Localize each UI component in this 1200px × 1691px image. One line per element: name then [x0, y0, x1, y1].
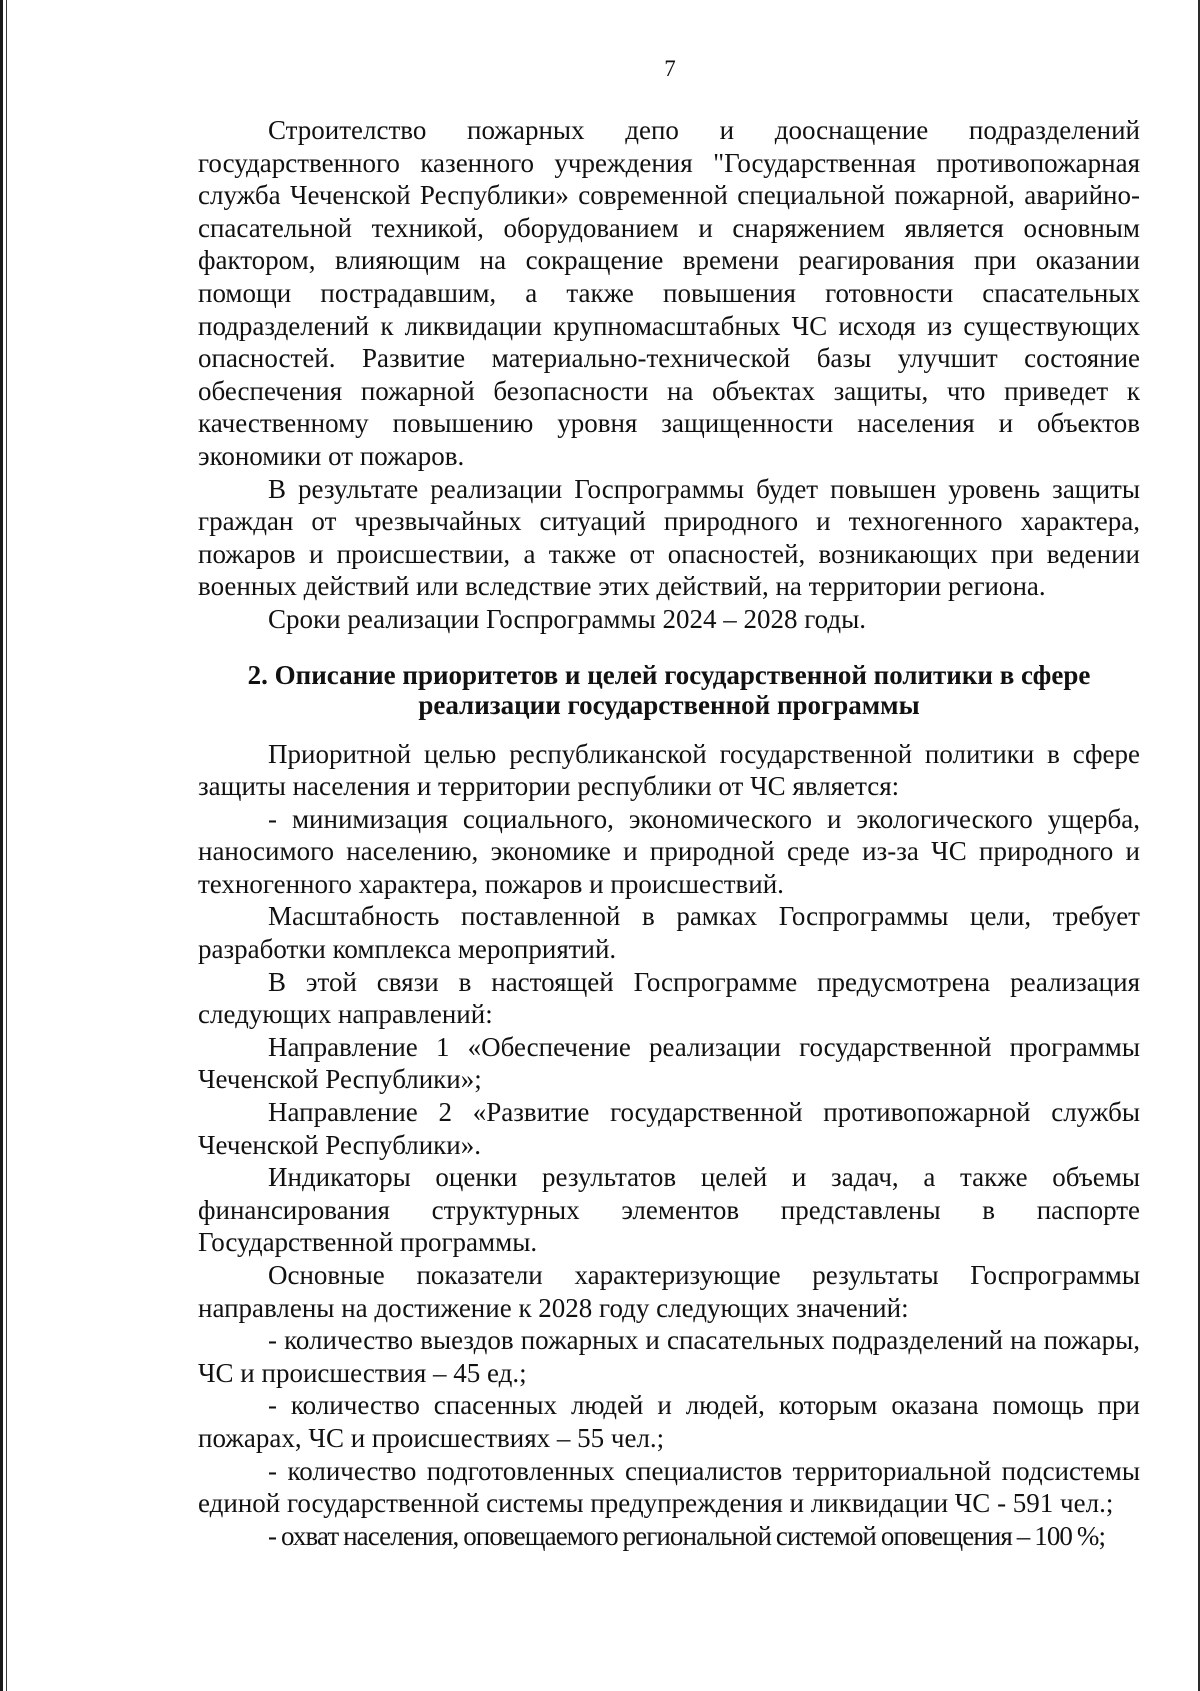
paragraph-program-timeline: Сроки реализации Госпрограммы 2024 – 2028 годы. — [268, 603, 866, 634]
section-heading-line1: 2. Описание приоритетов и целей государственной политики в сфере — [247, 659, 1091, 690]
scan-border-left-inner — [6, 0, 7, 1691]
paragraph-directions-intro: В этой связи в настоящей Госпрограмме предусмотрена реализация следующих направлений: — [198, 966, 1140, 1030]
list-item-trained-specialists: - количество подготовленных специалистов территориальной подсистемы единой государственной системы предупреждения и ликвидации ЧС - 591 чел.; — [198, 1455, 1140, 1519]
paragraph-key-indicators: Основные показатели характеризующие результаты Госпрограммы направлены на достижение к 2028 году следующих значений: — [198, 1260, 1140, 1323]
list-item-population-coverage: - охват населения, оповещаемого региональной системой оповещения – 100 %; — [268, 1520, 1106, 1551]
paragraph-scale: Масштабность поставленной в рамках Госпрограммы цели, требует разработки комплекса мероприятий. — [198, 901, 1140, 965]
document-body — [198, 114, 1140, 1552]
list-item-minimize-damage: - минимизация социального, экономического и экологического ущерба, наносимого населению, экономике и природной среде из-за ЧС природного и техногенного характера, пожаров и происшествий. — [198, 803, 1140, 899]
paragraph-direction-2: Направление 2 «Развитие государственной противопожарной службы Чеченской Республики». — [198, 1097, 1140, 1160]
section-heading — [198, 660, 1140, 720]
list-item-departures: - количество выездов пожарных и спасательных подразделений на пожары, ЧС и происшествия – 45 ед.; — [198, 1325, 1140, 1388]
paragraph-direction-1: Направление 1 «Обеспечение реализации государственной программы Чеченской Республики»; — [198, 1031, 1140, 1095]
paragraph-fire-depots: Строителство пожарных депо и дооснащение подразделений государственного казенного учреждения "Государственная противопожарная служба Чеченской Республики» современной специальной пожарной, аварийно-спасательной техникой, оборудованием и снаряжением является основным фактором, влияющим на сокращение времени реагирования при оказании помощи пострадавшим, а также повышения готовности спасательных подразделений к ликвидации крупномасштабных ЧС исходя из существующих опасностей. Развитие материально-технической базы улучшит состояние обеспечения пожарной безопасности на объектах защиты, что приведет к качественному повышению уровня защищенности населения и объектов экономики от пожаров. — [198, 115, 1140, 471]
paragraph-priority-goal: Приоритной целью республиканской государственной политики в сфере защиты населения и территории республики от ЧС является: — [198, 738, 1140, 802]
scan-border-left — [0, 0, 3, 1691]
page-number: 7 — [664, 56, 676, 81]
section-heading-line2: реализации государственной программы — [418, 689, 920, 720]
list-item-rescued: - количество спасенных людей и людей, которым оказана помощь при пожарах, ЧС и происшествиях – 55 чел.; — [198, 1390, 1140, 1453]
paragraph-indicators: Индикаторы оценки результатов целей и задач, а также объемы финансирования структурных элементов представлены в паспорте Государственной программы. — [198, 1162, 1140, 1258]
paragraph-program-results: В результате реализации Госпрограммы будет повышен уровень защиты граждан от чрезвычайных ситуаций природного и техногенного характера, пожаров и происшествии, а также от опасностей, возникающих при ведении военных действий или вследствие этих действий, на территории региона. — [198, 473, 1140, 602]
